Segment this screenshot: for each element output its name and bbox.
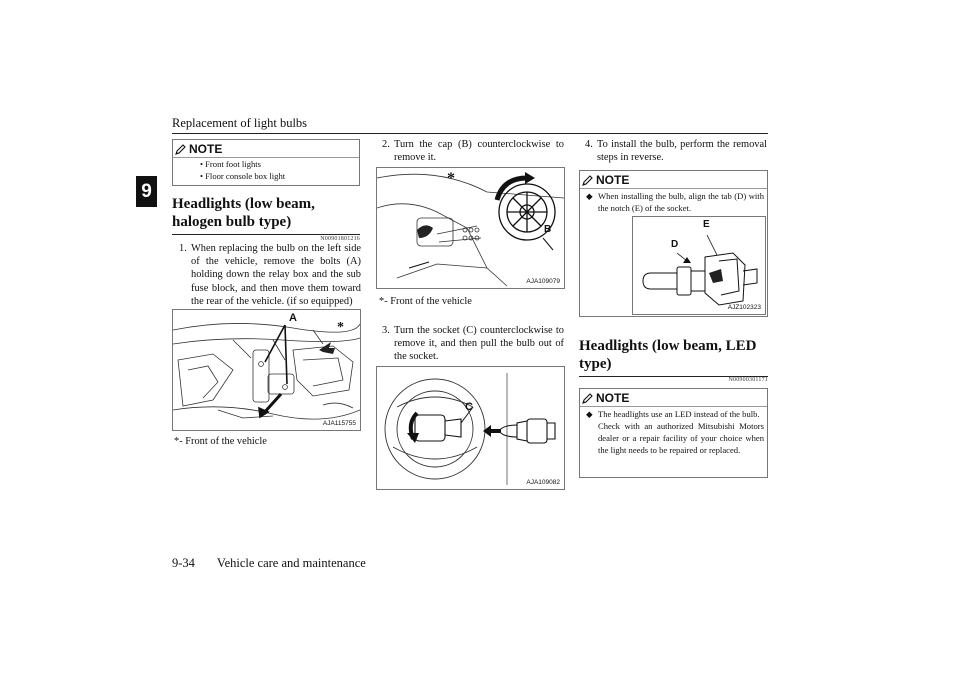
- footer-section: Vehicle care and maintenance: [216, 556, 366, 570]
- figure-code: AJA115755: [322, 420, 356, 427]
- figure-label-e: E: [703, 219, 710, 230]
- note-item: ◆ The headlights use an LED instead of the bulb. Check with an authorized Mitsubishi Motors dealer or a repair facility of your choice when the light needs to be repaired or replaced.: [586, 409, 764, 455]
- figure-label-d: D: [671, 239, 679, 250]
- figure-star: *: [447, 170, 455, 187]
- document-code: N00901801216: [320, 236, 360, 242]
- section-heading-halogen: Headlights (low beam, halogen bulb type): [172, 195, 360, 235]
- figure-code: AJA109082: [526, 479, 560, 486]
- figure-tab-notch: [632, 216, 766, 315]
- note-pencil-icon: [582, 393, 593, 404]
- note-box-lights: [172, 139, 360, 186]
- header-rule: [172, 133, 768, 134]
- note-label: NOTE: [582, 391, 629, 405]
- headlight-cap-illustration: [377, 168, 564, 288]
- bulb-socket-alignment-illustration: [633, 217, 765, 314]
- step-2: 2. Turn the cap (B) counterclockwise to remove it.: [382, 139, 564, 164]
- note-box-install: [579, 170, 768, 317]
- step-1: 1. When replacing the bulb on the left side of the vehicle, remove the bolts (A) holding down the relay box and the sub fuse block, and then move them toward the rear of the vehicle. (if so equipped): [179, 243, 361, 307]
- figure-label-b: B: [544, 224, 552, 235]
- note-item: ◆ When installing the bulb, align the tab (D) with the notch (E) of the socket.: [586, 191, 764, 213]
- figure-label-a: A: [289, 312, 297, 324]
- note-rule: [580, 188, 767, 189]
- figure-socket-c: [376, 366, 565, 490]
- engine-bay-illustration: [173, 310, 360, 430]
- chapter-tab[interactable]: 9: [136, 176, 157, 207]
- figure-code: AJZ102323: [727, 304, 761, 311]
- step-3: 3. Turn the socket (C) counterclockwise to remove it, and then pull the bulb out of the socket.: [382, 325, 564, 363]
- page-header-title: Replacement of light bulbs: [172, 116, 308, 130]
- note-rule: [580, 406, 767, 407]
- note-pencil-icon: [175, 144, 186, 155]
- figure-star: *: [337, 320, 344, 335]
- note-label: NOTE: [582, 173, 629, 187]
- figure-code: AJA109079: [526, 278, 560, 285]
- figure-label-c: C: [465, 401, 473, 413]
- note-box-led: [579, 388, 768, 478]
- figure-cap-b: [376, 167, 565, 289]
- bullet-diamond-icon: ◆: [586, 191, 593, 201]
- page-number: 9-34: [172, 556, 195, 570]
- note-item: • Floor console box light: [200, 171, 286, 181]
- figure-caption: *- Front of the vehicle: [174, 436, 267, 447]
- note-item: • Front foot lights: [200, 159, 262, 169]
- figure-relay-box: [172, 309, 361, 431]
- note-label: NOTE: [175, 142, 222, 156]
- note-pencil-icon: [582, 175, 593, 186]
- note-list: [191, 158, 285, 182]
- document-code: N00900301171: [728, 377, 768, 383]
- bullet-diamond-icon: ◆: [586, 409, 593, 419]
- socket-bulb-illustration: [377, 367, 564, 489]
- section-heading-led: Headlights (low beam, LED type): [579, 337, 768, 377]
- step-4: 4. To install the bulb, perform the removal steps in reverse.: [585, 139, 767, 164]
- figure-caption: *- Front of the vehicle: [379, 296, 472, 307]
- page-footer: [172, 556, 366, 571]
